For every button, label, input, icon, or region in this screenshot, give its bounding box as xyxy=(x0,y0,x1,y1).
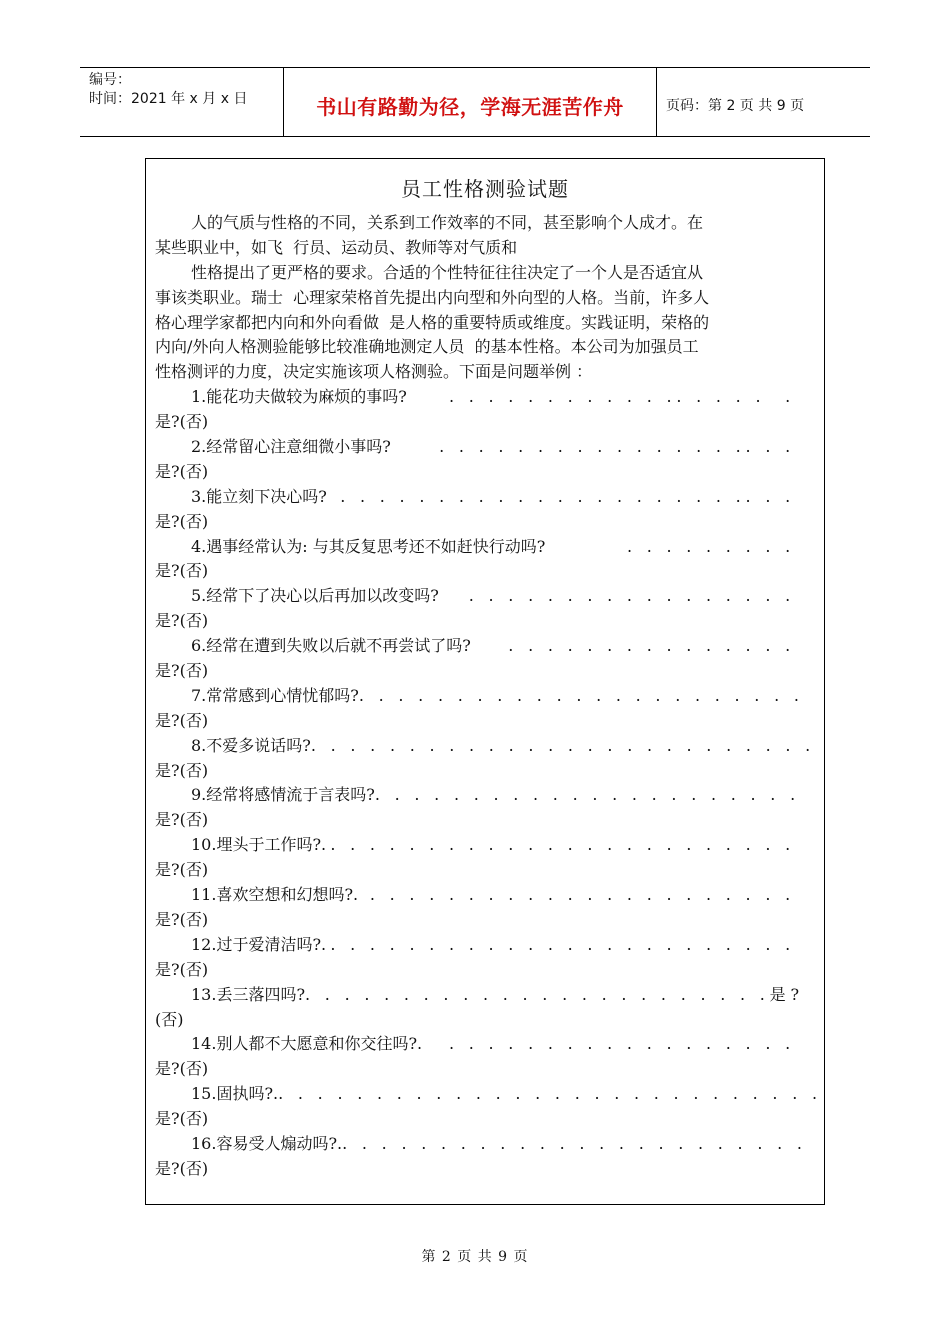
question-text: 6.经常在遭到失败以后就不再尝试了吗? xyxy=(191,636,471,656)
answer-option: 是?(否) xyxy=(155,1059,209,1079)
answer-option: 是?(否) xyxy=(155,461,209,481)
question-item xyxy=(155,535,795,560)
intro-line: 事该类职业。瑞士 心理家荣格首先提出内向型和外向型的人格。当前，许多人 xyxy=(155,287,710,307)
question-leader-dots: . . . . . . . . . . . . . . . . . . . . . . . . xyxy=(342,1133,807,1153)
question-leader-dots: . . . . . . . . . . . . . . . . . . . . . . . xyxy=(358,685,804,705)
answer-option: 是?(否) xyxy=(155,661,209,681)
question-text: 1.能花功夫做较为麻烦的事吗? xyxy=(191,387,407,407)
question-leader-dots: . . . . . . . . . . . . . . . . . . xyxy=(448,1034,795,1054)
document-box xyxy=(145,158,825,1205)
question-text: 3.能立刻下决心吗? xyxy=(191,486,327,506)
question-item xyxy=(155,385,795,410)
answer-option: (否) xyxy=(155,1009,184,1029)
question-item xyxy=(155,883,795,908)
intro-line: 内向/外向人格测验能够比较准确地测定人员 的基本性格。本公司为加强员工 xyxy=(155,337,699,357)
question-item xyxy=(155,933,795,958)
header-page-cell xyxy=(657,68,870,136)
question-leader-dots: . . . . . . . . . . . . . . . .. . . xyxy=(439,437,795,457)
answer-option: 是?(否) xyxy=(155,810,209,830)
question-text: 5.经常下了决心以后再加以改变吗? xyxy=(191,586,439,606)
question-text: 2.经常留心注意细微小事吗? xyxy=(191,437,391,457)
question-text: 11.喜欢空想和幻想吗?. xyxy=(191,885,359,905)
answer-option: 是?(否) xyxy=(155,710,209,730)
question-text: 8.不爱多说话吗? xyxy=(191,735,311,755)
question-leader-dots: . . . . . . . . . . . .. . . . . . xyxy=(448,387,795,407)
question-leader-dots: . . . . . . . . . . . . . . . . . . . . . . xyxy=(369,885,795,905)
question-text: 4.遇事经常认为: 与其反复思考还不如赶快行动吗? xyxy=(191,536,546,556)
question-item xyxy=(155,485,795,510)
intro-line: 某些职业中，如飞 行员、运动员、教师等对气质和 xyxy=(155,237,518,257)
page-header xyxy=(80,67,870,137)
number-label: 编号： xyxy=(89,72,131,88)
question-item xyxy=(155,1082,822,1107)
answer-option: 是?(否) xyxy=(155,760,209,780)
intro-line: 性格提出了更严格的要求。合适的个性特征往往决定了一个人是否适宜从 xyxy=(191,262,704,282)
header-motto-cell xyxy=(283,68,657,136)
question-item xyxy=(155,783,800,808)
intro-line: 格心理学家都把内向和外向看做 是人格的重要特质或维度。实践证明，荣格的 xyxy=(155,312,710,332)
question-item xyxy=(155,833,795,858)
question-text: 10.埋头于工作吗?. xyxy=(191,835,327,855)
question-list xyxy=(155,385,822,1182)
answer-option: 是?(否) xyxy=(155,561,209,581)
answer-option: 是?(否) xyxy=(155,860,209,880)
date-label: 时间：2021 年 x 月 x 日 xyxy=(89,91,248,107)
intro-line: 人的气质与性格的不同，关系到工作效率的不同，甚至影响个人成才。在 xyxy=(191,213,704,232)
answer-option: 是?(否) xyxy=(155,1158,209,1178)
question-item xyxy=(155,734,816,759)
page-footer: 第 2 页 共 9 页 xyxy=(421,1249,529,1265)
question-item xyxy=(155,1032,795,1057)
motto: 书山有路勤为径，学海无涯苦作舟 xyxy=(316,94,624,119)
document-content xyxy=(155,211,822,1182)
question-text: 9.经常将感情流于言表吗? xyxy=(191,785,375,805)
question-text: 7.常常感到心情忧郁吗? xyxy=(191,685,359,705)
question-leader-dots: . . . . . . . . . . . . . . . . . xyxy=(468,586,795,606)
answer-option: 是?(否) xyxy=(155,511,209,531)
question-leader-dots: . . . . . . . . . . . . . . . xyxy=(508,636,795,656)
answer-option: 是?(否) xyxy=(155,959,209,979)
question-text: 13.丢三落四吗? xyxy=(191,984,306,1004)
question-item xyxy=(155,435,795,460)
question-text: 12.过于爱清洁吗?. xyxy=(191,934,327,954)
question-item xyxy=(155,634,795,659)
question-leader-dots: . . . . . . . . . . . . . . . . . . . . .. . . xyxy=(340,486,795,506)
answer-option: 是?(否) xyxy=(155,1109,209,1129)
answer-option: 是?(否) xyxy=(155,611,209,631)
question-item xyxy=(155,684,804,709)
question-text: 15.固执吗?. xyxy=(191,1084,279,1104)
question-text: 16.容易受人煽动吗?. xyxy=(191,1133,343,1153)
question-leader-dots: . . . . . . . . . . . . . . . . . . . . . . . . . . . . xyxy=(278,1084,822,1104)
intro-line: 性格测评的力度，决定实施该项人格测验。下面是问题举例 ： xyxy=(155,362,593,382)
question-item xyxy=(155,983,804,1008)
question-item xyxy=(155,584,795,609)
page-label: 页码：第 2 页 共 9 页 xyxy=(666,98,805,114)
header-meta xyxy=(80,68,283,136)
question-leader-dots: . . . . . . . . . . . . . . . . . . . . . . . . xyxy=(330,934,795,954)
question-leader-dots: . . . . . . . . . . . . . . . . . . . . . . . .是? xyxy=(305,984,804,1004)
answer-option: 是?(否) xyxy=(155,412,209,432)
answer-option: 是?(否) xyxy=(155,909,209,929)
question-leader-dots: . . . . . . . . . . . . . . . . . . . . . . . . xyxy=(330,835,795,855)
question-leader-dots: . . . . . . . . . xyxy=(626,536,795,556)
question-leader-dots: . . . . . . . . . . . . . . . . . . . . . . xyxy=(374,785,800,805)
document-title: 员工性格测验试题 xyxy=(401,177,569,201)
question-text: 14.别人都不大愿意和你交往吗?. xyxy=(191,1034,423,1054)
question-leader-dots: . . . . . . . . . . . . . . . . . . . . . . . . . . xyxy=(310,735,816,755)
question-item xyxy=(155,1132,807,1157)
